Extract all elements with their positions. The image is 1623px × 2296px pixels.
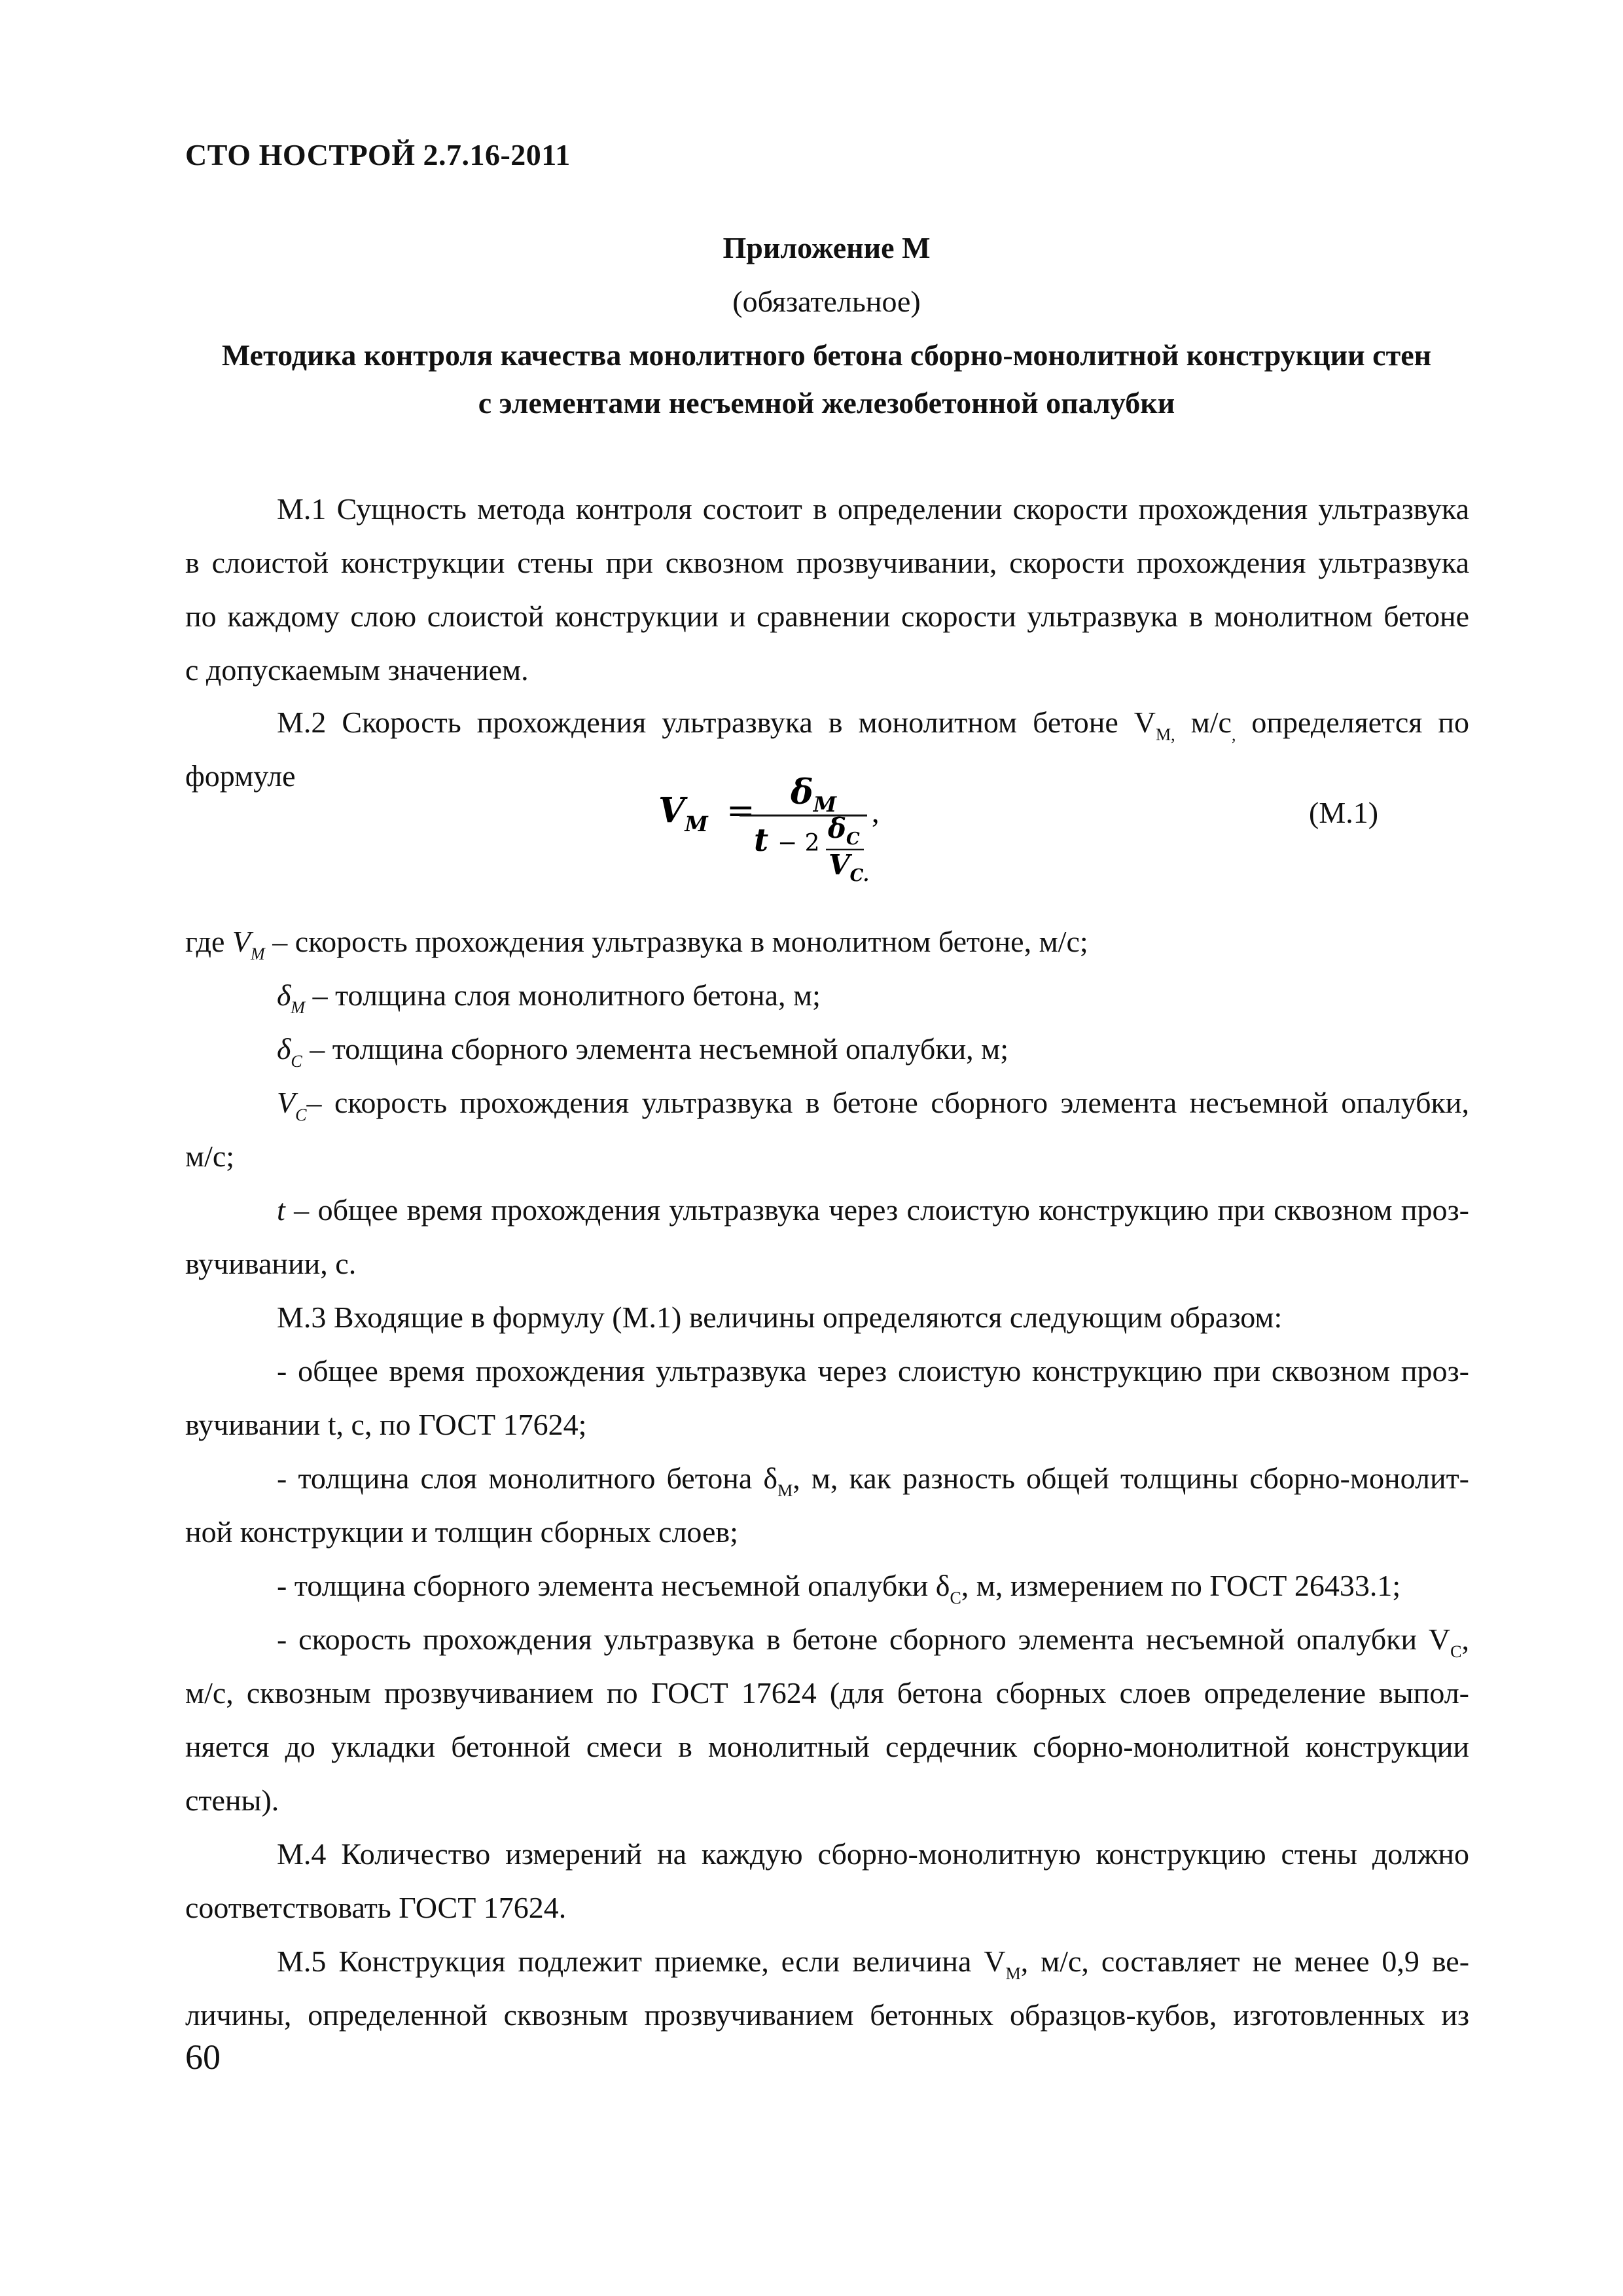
m3-item1-line2: вучивании t, с, по ГОСТ 17624; xyxy=(185,1408,587,1441)
formula-inner-denominator: $V_{C.}$ xyxy=(829,849,869,886)
m3-item1-line1: - общее время прохождения ультразвука через слоистую конструкцию при сквозном проз- xyxy=(277,1354,1469,1388)
m2-line2: формуле xyxy=(185,759,296,793)
m5-line2: личины, определенной сквозным прозвучиванием бетонных образцов-кубов, изготовленных из xyxy=(185,1998,1469,2032)
def-vc-cont: м/с; xyxy=(185,1139,235,1173)
m3-item4-line1: - скорость прохождения ультразвука в бетоне сборного элемента несъемной опалубки $V_С$, xyxy=(277,1623,1469,1661)
m3-item4-line4: стены). xyxy=(185,1784,279,1817)
m5-line1: М.5 Конструкция подлежит приемке, если величина $V_М$, м/с, составляет не менее 0,9 ве- xyxy=(277,1945,1470,1983)
m4-line2: соответствовать ГОСТ 17624. xyxy=(185,1891,567,1924)
def-t: t – общее время прохождения ультразвука через слоистую конструкцию при сквозном проз- xyxy=(277,1193,1469,1227)
m3-item3: - толщина сборного элемента несъемной опалубки $\delta_С$, м, измерением по ГОСТ 26433.1; xyxy=(277,1569,1401,1607)
formula-inner-numerator: $\delta_C$ xyxy=(828,812,860,849)
m1-line2: в слоистой конструкции стены при сквозном прозвучивании, скорости прохождения ультразвука xyxy=(185,546,1469,579)
definitions xyxy=(185,915,1469,2042)
m4-line1: М.4 Количество измерений на каждую сборно-монолитную конструкцию стены должно xyxy=(277,1837,1469,1871)
m3-item2-line1: - толщина слоя монолитного бетона $\delta_М$, м, как разность общей толщины сборно-монолит- xyxy=(277,1462,1469,1500)
appendix-status: (обязательное) xyxy=(732,285,921,318)
m1-line1: М.1 Сущность метода контроля состоит в определении скорости прохождения ультразвука xyxy=(277,492,1469,526)
document-code: СТО НОСТРОЙ 2.7.16-2011 xyxy=(185,138,571,171)
formula-denominator-t: t xyxy=(754,822,769,859)
m1-line4: с допускаемым значением. xyxy=(185,653,529,687)
formula-comma: , xyxy=(872,795,880,829)
def-vc: $V_C-$ скорость прохождения ультразвука в бетоне сборного элемента несъемной опалубки, xyxy=(277,1086,1469,1124)
m3-intro: М.3 Входящие в формулу (М.1) величины определяются следующим образом: xyxy=(277,1300,1283,1334)
appendix-heading-line2: с элементами несъемной железобетонной опалубки xyxy=(478,386,1175,420)
paragraph-m1 xyxy=(185,482,1469,697)
m1-line3: по каждому слою слоистой конструкции и сравнении скорости ультразвука в монолитном бетоне xyxy=(185,600,1469,633)
formula-numerator: $\delta_M$ xyxy=(791,772,837,817)
m3-item4-line3: няется до укладки бетонной смеси в монолитный сердечник сборно-монолитной конструкции xyxy=(185,1730,1469,1763)
def-t-cont: вучивании, с. xyxy=(185,1247,357,1280)
formula-equals: = xyxy=(726,791,755,831)
def-dc: $\delta_C$ – толщина сборного элемента несъемной опалубки, м; xyxy=(277,1032,1009,1071)
def-dm: $\delta_M$ – толщина слоя монолитного бетона, м; xyxy=(277,978,821,1017)
appendix-heading-line1: Методика контроля качества монолитного бетона сборно-монолитной конструкции стен xyxy=(221,338,1432,372)
formula-number: (М.1) xyxy=(1309,796,1379,829)
m2-line1: М.2 Скорость прохождения ультразвука в монолитном бетоне $V_{М,}$ $м/с_,$ определяется по xyxy=(277,706,1470,744)
m3-item4-line2: м/с, сквозным прозвучиванием по ГОСТ 17624 (для бетона сборных слоев определение выпол- xyxy=(185,1676,1469,1710)
appendix-title: Приложение М xyxy=(722,231,931,264)
formula-denominator-minus: − 2 xyxy=(777,830,820,857)
m3-item2-line2: ной конструкции и толщин сборных слоев; xyxy=(185,1515,738,1549)
formula-lhs: $V_M$ xyxy=(658,791,708,836)
def-vm: где $V_M$ – скорость прохождения ультразвука в монолитном бетоне, м/с; xyxy=(185,925,1088,963)
page-number: 60 xyxy=(185,2037,221,2077)
